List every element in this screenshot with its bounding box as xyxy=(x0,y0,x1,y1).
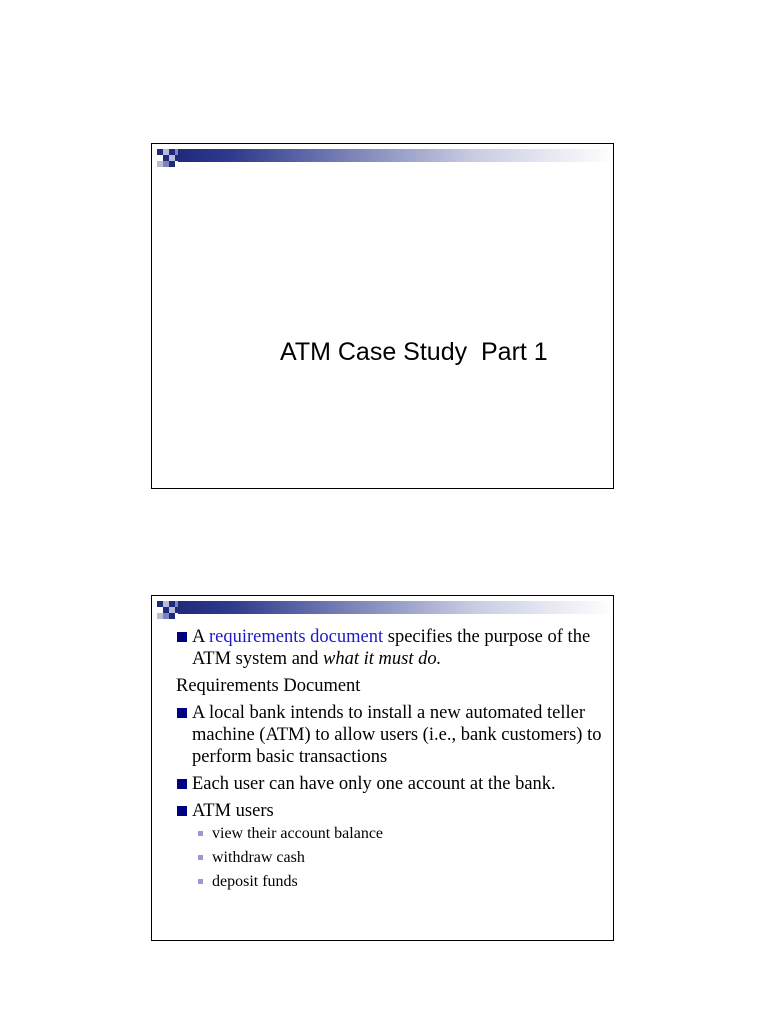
bullet-item xyxy=(176,773,606,795)
bullet-text: Each user can have only one account at the bank. xyxy=(192,774,556,794)
sub-item-text: withdraw cash xyxy=(212,849,305,866)
bullet-item xyxy=(176,626,606,670)
slide-header-bar xyxy=(152,596,613,626)
bullet-item xyxy=(176,800,606,822)
bullet-item xyxy=(176,702,606,768)
square-bullet-icon xyxy=(177,632,187,642)
header-square xyxy=(157,161,163,167)
slide-title-page xyxy=(151,143,614,489)
sub-list-item xyxy=(198,870,606,894)
small-square-bullet-icon xyxy=(198,879,203,884)
bullet-text-prefix: A xyxy=(192,627,209,647)
bullet-text-emphasis: what it must do. xyxy=(323,649,442,669)
slide-title: ATM Case Study Part 1 xyxy=(280,338,548,366)
sub-list-item xyxy=(198,846,606,870)
small-square-bullet-icon xyxy=(198,855,203,860)
slide-header-bar xyxy=(152,144,613,174)
small-square-bullet-icon xyxy=(198,831,203,836)
sub-item-text: view their account balance xyxy=(212,825,384,842)
sub-item-text: deposit funds xyxy=(212,873,298,890)
square-bullet-icon xyxy=(177,779,187,789)
sub-list-item xyxy=(198,822,606,846)
bullet-text-middle: specifies the purpose of the ATM system and xyxy=(192,627,591,669)
sub-list xyxy=(176,822,606,894)
bullet-text: ATM users xyxy=(192,801,274,821)
square-bullet-icon xyxy=(177,708,187,718)
slide-requirements xyxy=(151,595,614,941)
section-heading: Requirements Document xyxy=(176,676,361,696)
slide-content xyxy=(176,626,606,894)
header-gradient xyxy=(178,149,614,162)
header-square xyxy=(157,613,163,619)
header-gradient xyxy=(178,601,614,614)
header-square xyxy=(169,613,175,619)
header-square xyxy=(169,161,175,167)
square-bullet-icon xyxy=(177,806,187,816)
bullet-text: A local bank intends to install a new automated teller machine (ATM) to allow users (i.e., bank customers) to perform basic transactions xyxy=(192,703,602,767)
requirements-document-link[interactable]: requirements document xyxy=(208,627,384,647)
